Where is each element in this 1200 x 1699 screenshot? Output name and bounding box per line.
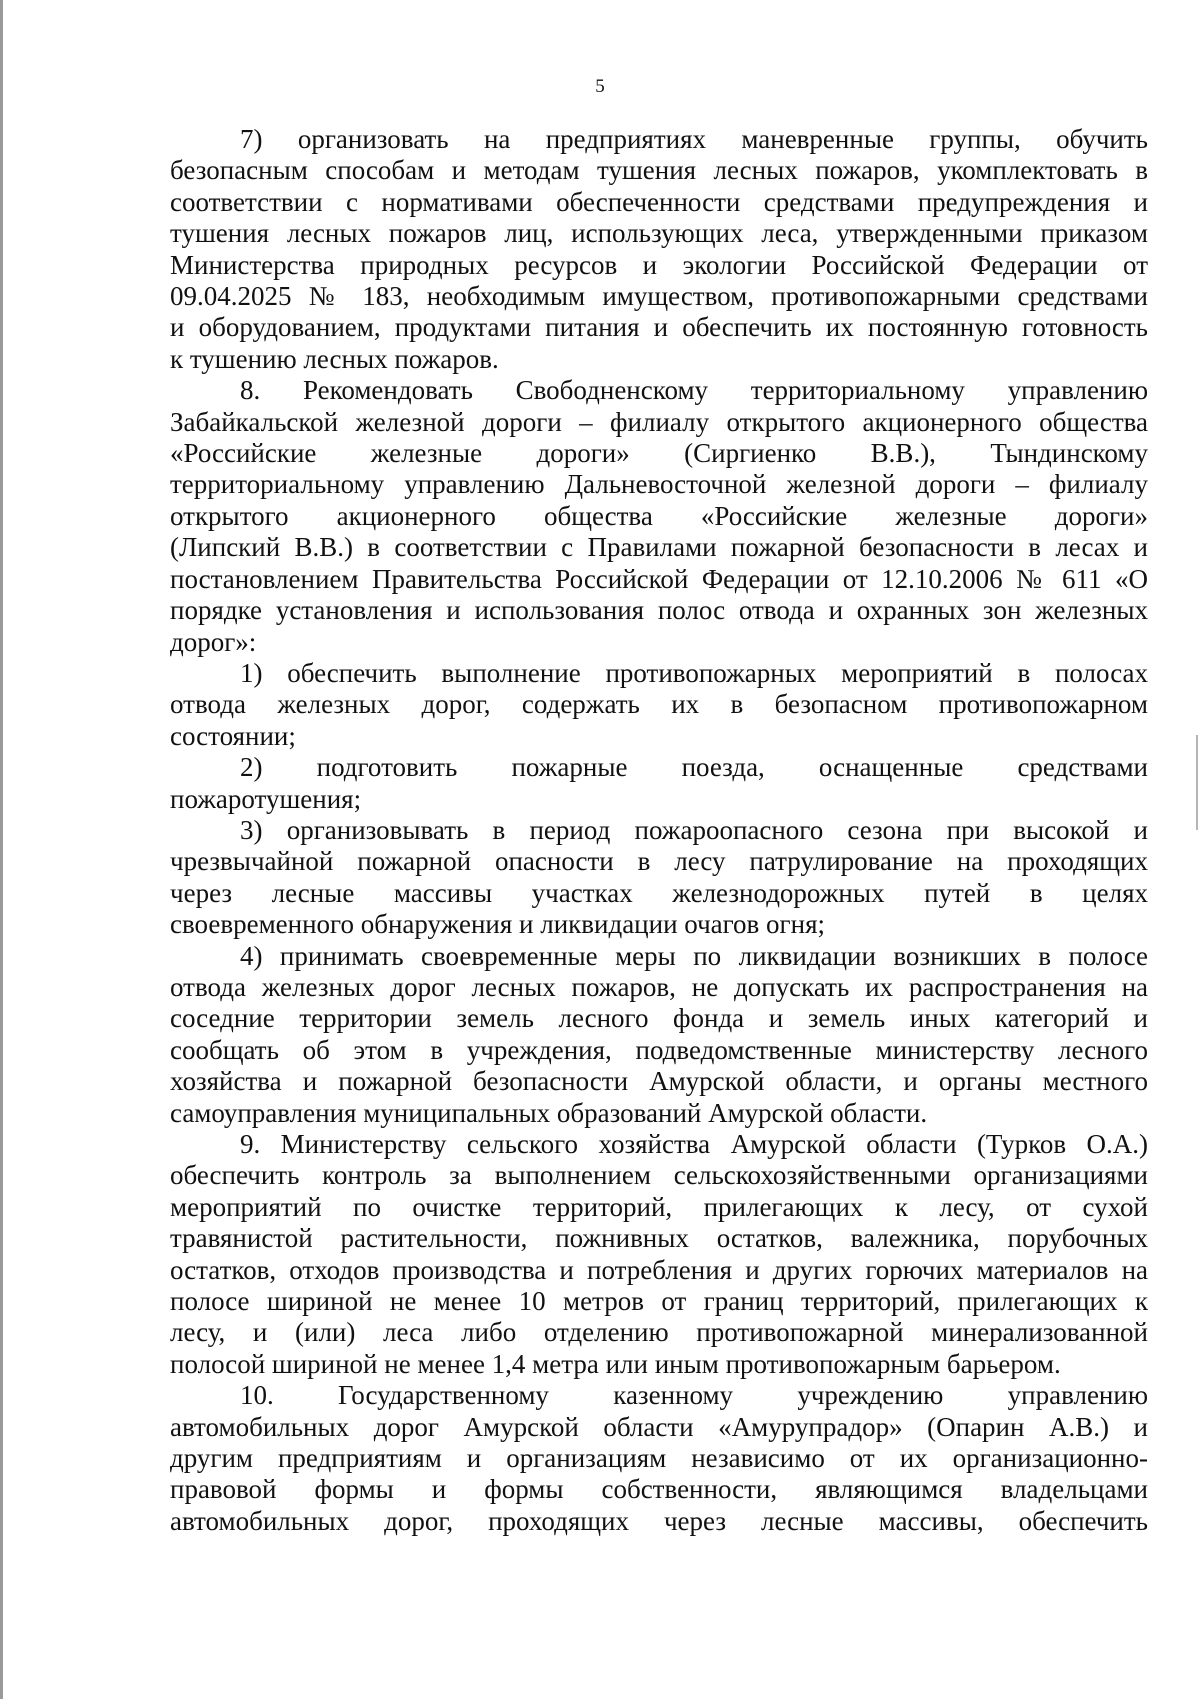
text-line: травянистой растительности, пожнивных остатков, валежника, порубочных [170, 1223, 1148, 1254]
scan-edge [0, 0, 3, 1699]
text-line: Забайкальской железной дороги – филиалу открытого акционерного общества [170, 406, 1148, 437]
text-line: 7) организовать на предприятиях маневренные группы, обучить [240, 124, 1148, 154]
text-line: территориальному управлению Дальневосточной железной дороги – филиалу [170, 469, 1148, 500]
paragraph-7 [170, 124, 1148, 375]
text-line: 2) подготовить пожарные поезда, оснащенные средствами [240, 752, 1148, 783]
text-line: открытого акционерного общества «Российские железные дороги» [170, 500, 1148, 531]
text-line: 4) принимать своевременные меры по ликвидации возникших в полосе [240, 940, 1148, 971]
text-line: соответствии с нормативами обеспеченности средствами предупреждения и [170, 186, 1148, 217]
text-line: отвода железных дорог лесных пожаров, не допускать их распространения на [170, 971, 1148, 1002]
text-line: соседние территории земель лесного фонда и земель иных категорий и [170, 1003, 1148, 1034]
paragraph-9 [170, 1129, 1148, 1380]
text-line: безопасным способам и методам тушения лесных пожаров, укомплектовать в [170, 155, 1148, 186]
paragraph-8 [170, 375, 1148, 658]
document-body [170, 124, 1148, 1537]
text-line: 09.04.2025 № 183, необходимым имуществом, противопожарными средствами [170, 281, 1148, 312]
text-line: состоянии; [170, 720, 296, 751]
text-line: отвода железных дорог, содержать их в безопасном противопожарном [170, 689, 1148, 720]
subparagraph-8-2 [170, 752, 1148, 815]
text-line: постановлением Правительства Российской Федерации от 12.10.2006 № 611 «О [170, 563, 1148, 594]
text-line: через лесные массивы участках железнодорожных путей в целях [170, 877, 1148, 908]
text-line: 10. Государственному казенному учреждению управлению [240, 1380, 1148, 1411]
paragraph-10 [170, 1380, 1148, 1537]
text-line: мероприятий по очистке территорий, прилегающих к лесу, от сухой [170, 1191, 1148, 1222]
text-line: 8. Рекомендовать Свободненскому территориальному управлению [240, 375, 1148, 406]
text-line: своевременного обнаружения и ликвидации очагов огня; [170, 909, 825, 940]
text-line: другим предприятиям и организациям независимо от их организационно- [170, 1443, 1148, 1474]
text-line: лесу, и (или) леса либо отделению противопожарной минерализованной [170, 1317, 1148, 1348]
text-line: правовой формы и формы собственности, являющимся владельцами [170, 1474, 1148, 1505]
text-line: тушения лесных пожаров лиц, использующих леса, утвержденными приказом [170, 218, 1148, 249]
subparagraph-8-4 [170, 941, 1148, 1129]
text-line: 3) организовывать в период пожароопасного сезона при высокой и [240, 814, 1148, 845]
text-line: пожаротушения; [170, 783, 362, 814]
text-line: обеспечить контроль за выполнением сельскохозяйственными организациями [170, 1160, 1148, 1191]
text-line: 9. Министерству сельского хозяйства Амурской области (Турков О.А.) [240, 1129, 1148, 1159]
text-line: остатков, отходов производства и потребления и других горючих материалов на [170, 1254, 1148, 1285]
text-line: самоуправления муниципальных образований Амурской области. [170, 1097, 928, 1128]
subparagraph-8-3 [170, 815, 1148, 941]
text-line: дорог»: [170, 626, 257, 657]
page-number: 5 [595, 76, 605, 97]
text-line: автомобильных дорог Амурской области «Амурупрадор» (Опарин А.В.) и [170, 1411, 1148, 1442]
text-line: автомобильных дорог, проходящих через лесные массивы, обеспечить [170, 1505, 1148, 1536]
text-line: хозяйства и пожарной безопасности Амурской области, и органы местного [170, 1066, 1148, 1097]
text-line: к тушению лесных пожаров. [170, 343, 499, 374]
text-line: «Российские железные дороги» (Сиргиенко В.В.), Тындинскому [170, 438, 1148, 469]
scan-mark [1196, 735, 1198, 830]
text-line: и оборудованием, продуктами питания и обеспечить их постоянную готовность [170, 312, 1148, 343]
text-line: (Липский В.В.) в соответствии с Правилами пожарной безопасности в лесах и [170, 532, 1148, 563]
text-line: 1) обеспечить выполнение противопожарных мероприятий в полосах [240, 657, 1148, 688]
text-line: сообщать об этом в учреждения, подведомственные министерству лесного [170, 1034, 1148, 1065]
text-line: порядке установления и использования полос отвода и охранных зон железных [170, 595, 1148, 626]
text-line: полосе шириной не менее 10 метров от границ территорий, прилегающих к [170, 1286, 1148, 1317]
subparagraph-8-1 [170, 658, 1148, 752]
text-line: чрезвычайной пожарной опасности в лесу патрулирование на проходящих [170, 846, 1148, 877]
text-line: Министерства природных ресурсов и экологии Российской Федерации от [170, 249, 1148, 280]
text-line: полосой шириной не менее 1,4 метра или иным противопожарным барьером. [170, 1348, 1061, 1379]
